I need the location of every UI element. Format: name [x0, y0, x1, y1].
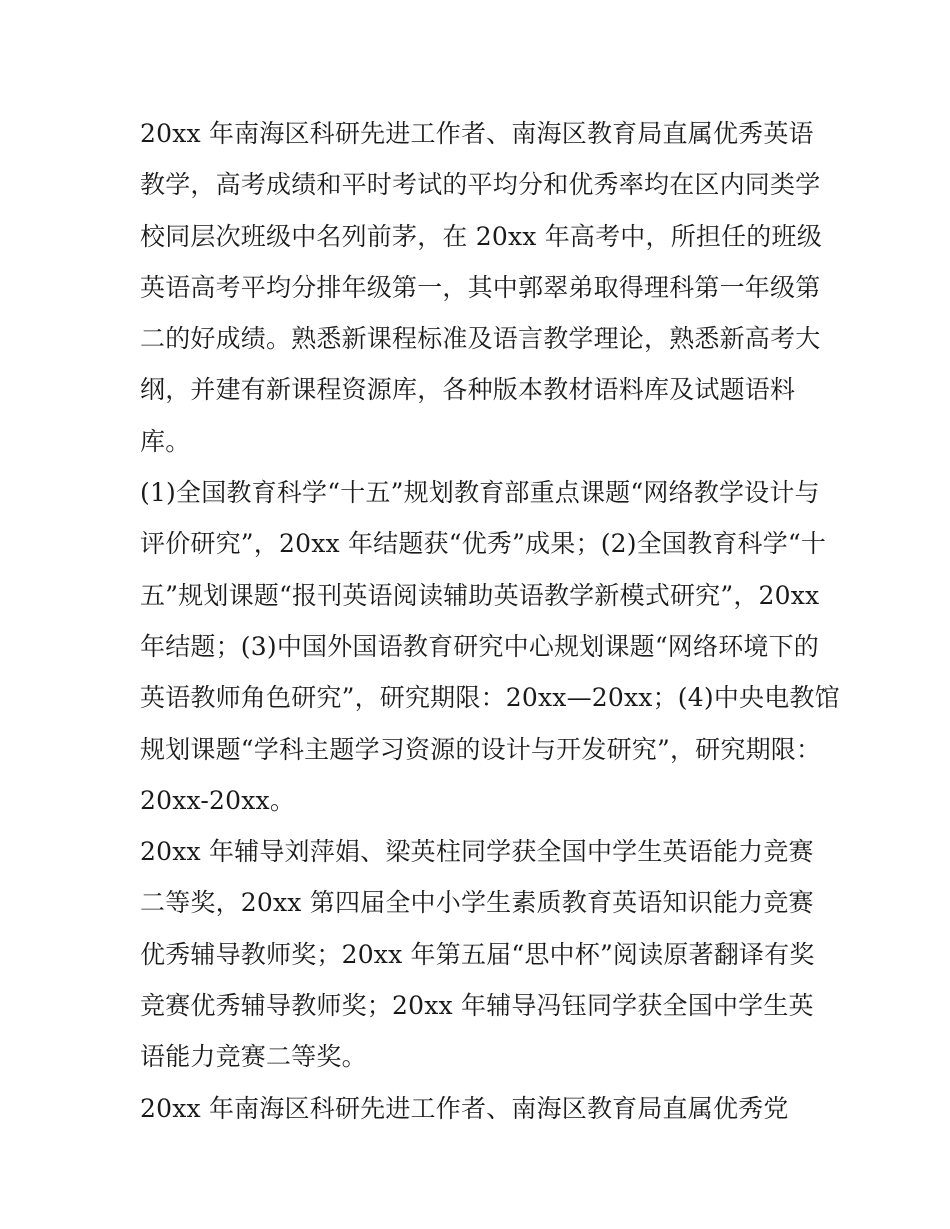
text-line: 年结题；(3)中国外国语教育研究中心规划课题“网络环境下的: [140, 631, 819, 661]
text-line: 英语教师角色研究”，研究期限：20xx—20xx；(4)中央电教馆: [140, 683, 840, 713]
text-line: 库。: [140, 426, 191, 456]
text-line: 评价研究”，20xx 年结题获“优秀”成果；(2)全国教育科学“十: [140, 529, 827, 559]
text-line: 20xx 年南海区科研先进工作者、南海区教育局直属优秀党: [140, 1093, 789, 1123]
text-line: 二的好成绩。熟悉新课程标准及语言教学理论，熟悉新高考大: [140, 324, 821, 354]
text-line: 五”规划课题“报刊英语阅读辅助英语教学新模式研究”，20xx: [140, 580, 820, 610]
paragraph-2: [140, 467, 840, 826]
text-line: 纲，并建有新课程资源库，各种版本教材语料库及试题语料: [140, 375, 796, 405]
text-line: 校同层次班级中名列前茅，在 20xx 年高考中，所担任的班级: [140, 221, 822, 251]
text-line: 20xx 年辅导刘萍娟、梁英柱同学获全国中学生英语能力竞赛: [140, 837, 814, 867]
paragraph-4: [140, 1083, 820, 1134]
paragraph-3: [140, 826, 820, 1082]
text-line: 优秀辅导教师奖；20xx 年第五届“思中杯”阅读原著翻译有奖: [140, 939, 815, 969]
document-body: [140, 108, 840, 1134]
text-line: 教学，高考成绩和平时考试的平均分和优秀率均在区内同类学: [140, 170, 821, 200]
text-line: 竞赛优秀辅导教师奖；20xx 年辅导冯钰同学获全国中学生英: [140, 991, 814, 1021]
paragraph-1: [140, 108, 820, 467]
text-line: 20xx-20xx。: [140, 785, 296, 815]
text-line: 英语高考平均分排年级第一，其中郭翠弟取得理科第一年级第: [140, 272, 821, 302]
text-line: 规划课题“学科主题学习资源的设计与开发研究”，研究期限：: [140, 734, 822, 764]
text-line: (1)全国教育科学“十五”规划教育部重点课题“网络教学设计与: [140, 478, 820, 508]
text-line: 语能力竞赛二等奖。: [140, 1042, 367, 1072]
text-line: 二等奖，20xx 第四届全中小学生素质教育英语知识能力竞赛: [140, 888, 814, 918]
text-line: 20xx 年南海区科研先进工作者、南海区教育局直属优秀英语: [140, 119, 814, 148]
